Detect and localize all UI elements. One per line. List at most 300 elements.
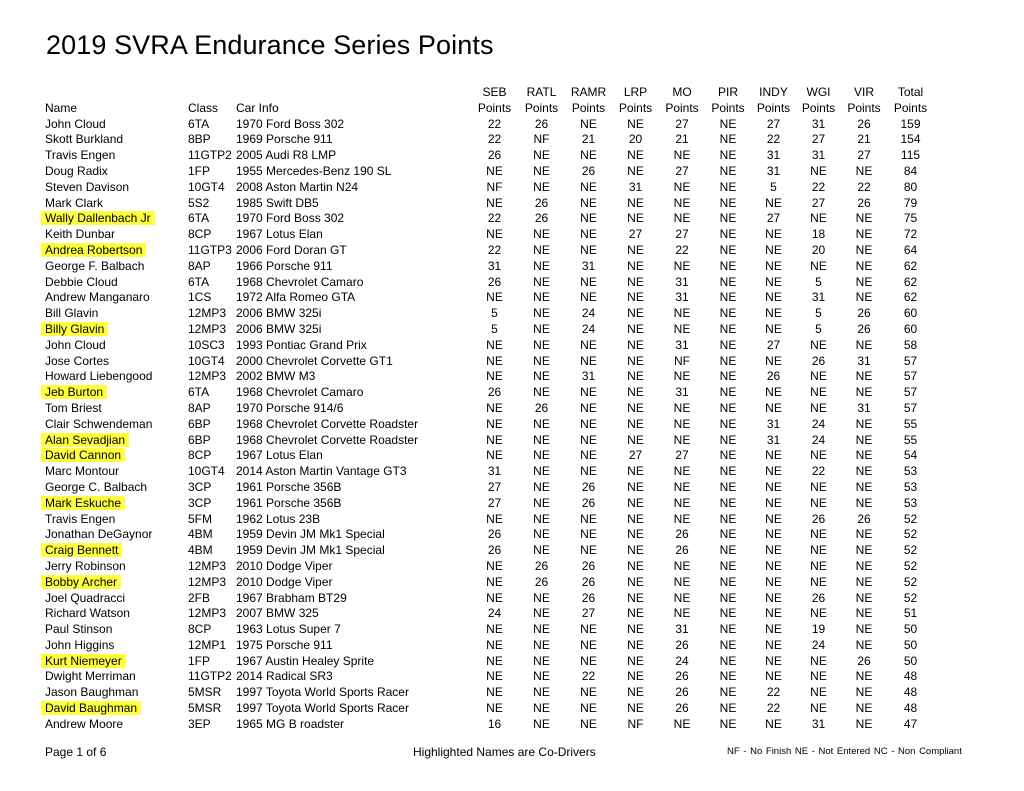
points-cell-ramr: NE: [580, 527, 597, 542]
points-cell-indy: NE: [765, 558, 782, 573]
class-cell: 8BP: [188, 132, 211, 147]
column-header-name: [40, 85, 188, 101]
column-header-ratl: Points: [524, 100, 559, 115]
points-cell-vir: NE: [855, 479, 873, 494]
points-cell-pir: NE: [719, 574, 737, 589]
car-info-cell: 2006 Ford Doran GT: [236, 242, 347, 257]
points-cell-seb: NE: [486, 195, 503, 210]
points-cell-vir: NE: [855, 637, 873, 652]
driver-name-cell: [40, 385, 188, 401]
class-cell: 8AP: [188, 258, 211, 273]
points-cell-ratl: 26: [534, 211, 549, 226]
points-cell-indy: NE: [765, 385, 782, 400]
car-info-cell: 1961 Porsche 356B: [236, 479, 342, 494]
points-cell-pir: NE: [719, 448, 737, 463]
points-cell-mo: 26: [675, 701, 689, 716]
points-cell-seb: NE: [486, 511, 503, 526]
total-points-cell: 53: [903, 495, 918, 510]
points-cell-lrp: NE: [627, 701, 644, 716]
points-cell-ratl: NE: [533, 416, 550, 431]
points-cell-seb: 26: [487, 543, 502, 558]
points-cell-mo: 26: [675, 527, 689, 542]
points-cell-lrp: NE: [627, 321, 644, 336]
driver-name: Richard Watson: [45, 606, 130, 621]
points-cell-seb: NE: [486, 685, 503, 700]
driver-name-cell: [40, 275, 188, 291]
points-cell-pir: NE: [719, 511, 737, 526]
class-cell: 10GT4: [188, 464, 225, 479]
points-table: [40, 85, 934, 733]
total-points-cell: 55: [903, 432, 918, 447]
points-cell-lrp: NE: [627, 306, 644, 321]
points-cell-indy: NE: [765, 622, 782, 637]
table-row: [40, 275, 934, 291]
class-cell: 6TA: [188, 274, 210, 289]
total-points-cell: 57: [903, 385, 918, 400]
points-cell-seb: NE: [486, 701, 503, 716]
total-points-cell: 52: [903, 590, 918, 605]
points-cell-vir: NE: [855, 369, 873, 384]
points-cell-wgi: NE: [810, 685, 827, 700]
driver-name: Jonathan DeGaynor: [45, 527, 153, 542]
points-cell-seb: NE: [486, 353, 503, 368]
points-cell-ratl: NE: [533, 527, 550, 542]
points-cell-ramr: NE: [580, 416, 597, 431]
column-header-car-info: Car Info: [236, 100, 279, 115]
points-cell-seb: NE: [486, 590, 503, 605]
co-driver-name: Kurt Niemeyer: [41, 654, 126, 668]
points-cell-ratl: NE: [533, 606, 550, 621]
points-cell-indy: NE: [765, 464, 782, 479]
car-info-cell: 1972 Alfa Romeo GTA: [236, 290, 356, 305]
driver-name-cell: [40, 654, 188, 670]
driver-name: Andrew Moore: [45, 716, 124, 731]
points-cell-ramr: NE: [580, 464, 597, 479]
points-cell-ratl: NE: [533, 385, 550, 400]
points-cell-wgi: NE: [810, 653, 827, 668]
points-cell-wgi: 20: [811, 242, 826, 257]
driver-name-cell: [40, 622, 188, 638]
page-number: Page 1 of 6: [45, 745, 107, 759]
points-cell-wgi: 31: [811, 116, 826, 131]
points-cell-vir: NE: [855, 590, 873, 605]
points-cell-vir: NE: [855, 685, 873, 700]
driver-name-cell: [40, 132, 188, 148]
points-cell-lrp: NE: [627, 290, 644, 305]
points-cell-ratl: NE: [533, 495, 550, 510]
points-cell-seb: 31: [487, 258, 502, 273]
points-cell-wgi: 31: [811, 148, 826, 163]
points-cell-indy: 22: [766, 685, 781, 700]
points-cell-vir: NE: [855, 432, 873, 447]
points-cell-indy: NE: [765, 590, 782, 605]
points-cell-lrp: NE: [627, 637, 644, 652]
points-cell-seb: NE: [486, 290, 503, 305]
points-cell-seb: NE: [486, 669, 503, 684]
driver-name-cell: [40, 433, 188, 449]
column-header-wgi: Points: [801, 100, 836, 115]
points-cell-mo: 27: [675, 227, 689, 242]
points-cell-seb: 27: [487, 495, 502, 510]
points-cell-seb: NE: [486, 416, 503, 431]
points-cell-ratl: NE: [533, 637, 550, 652]
page-title: 2019 SVRA Endurance Series Points: [46, 30, 494, 60]
points-cell-ratl: NE: [533, 148, 550, 163]
points-cell-ratl: NE: [533, 321, 550, 336]
points-cell-indy: NE: [765, 290, 782, 305]
points-cell-seb: 24: [487, 606, 502, 621]
table-row: [40, 148, 934, 164]
car-info-cell: 1967 Lotus Elan: [236, 448, 323, 463]
car-info-cell: 1970 Ford Boss 302: [236, 211, 345, 226]
driver-name-cell: [40, 606, 188, 622]
driver-name-cell: [40, 717, 188, 733]
points-cell-indy: NE: [765, 511, 782, 526]
points-cell-ratl: NE: [533, 369, 550, 384]
points-cell-lrp: NE: [627, 464, 644, 479]
class-cell: 11GTP2: [188, 669, 232, 684]
points-cell-wgi: 27: [811, 132, 826, 147]
co-driver-name: Craig Bennett: [41, 543, 122, 557]
points-cell-ratl: NE: [533, 274, 550, 289]
points-cell-ratl: NE: [533, 622, 550, 637]
co-driver-note: Highlighted Names are Co-Drivers: [413, 745, 596, 759]
points-cell-mo: 31: [675, 385, 689, 400]
points-cell-vir: NE: [855, 242, 873, 257]
points-cell-seb: NE: [486, 637, 503, 652]
points-cell-ramr: NE: [580, 337, 597, 352]
points-cell-wgi: NE: [810, 495, 827, 510]
table-row: [40, 227, 934, 243]
points-cell-ratl: NE: [533, 716, 550, 731]
table-row: [40, 401, 934, 417]
points-cell-ramr: 21: [581, 132, 596, 147]
points-cell-wgi: NE: [810, 574, 827, 589]
points-cell-ramr: 24: [581, 321, 596, 336]
class-cell: 2FB: [188, 590, 211, 605]
points-cell-seb: 27: [487, 479, 502, 494]
points-cell-ramr: NE: [580, 653, 597, 668]
points-cell-vir: NE: [855, 716, 873, 731]
points-cell-pir: NE: [719, 416, 737, 431]
class-cell: 5MSR: [188, 685, 222, 700]
points-cell-ratl: NE: [533, 464, 550, 479]
class-cell: 1FP: [188, 163, 211, 178]
driver-name-cell: [40, 117, 188, 133]
points-cell-pir: NE: [719, 669, 737, 684]
points-cell-ratl: NE: [533, 306, 550, 321]
points-cell-mo: NE: [673, 179, 691, 194]
car-info-cell: 1969 Porsche 911: [236, 132, 333, 147]
driver-name-cell: [40, 148, 188, 164]
table-row: [40, 433, 934, 449]
points-cell-pir: NE: [719, 606, 737, 621]
total-points-cell: 72: [903, 227, 918, 242]
table-row: [40, 290, 934, 306]
points-cell-ratl: NE: [533, 685, 550, 700]
table-row: [40, 354, 934, 370]
table-row: [40, 180, 934, 196]
points-cell-pir: NE: [719, 148, 737, 163]
points-cell-ratl: NE: [533, 511, 550, 526]
points-cell-indy: 22: [766, 701, 781, 716]
class-cell: 11GTP2: [188, 148, 232, 163]
driver-name-cell: [40, 464, 188, 480]
table-row: [40, 196, 934, 212]
car-info-cell: 1967 Brabham BT29: [236, 590, 347, 605]
table-row: [40, 606, 934, 622]
points-cell-vir: NE: [855, 258, 873, 273]
points-cell-seb: 26: [487, 385, 502, 400]
driver-name-cell: [40, 448, 188, 464]
co-driver-name: Billy Glavin: [41, 322, 108, 336]
column-header-total: Total: [897, 85, 924, 99]
car-info-cell: 2007 BMW 325: [236, 606, 319, 621]
points-cell-ratl: NE: [533, 701, 550, 716]
car-info-cell: 1968 Chevrolet Corvette Roadster: [236, 416, 419, 431]
class-cell: 12MP3: [188, 558, 227, 573]
co-driver-name: Andrea Robertson: [41, 243, 146, 257]
points-cell-indy: 31: [766, 432, 781, 447]
points-cell-pir: NE: [719, 179, 737, 194]
total-points-cell: 84: [903, 163, 918, 178]
points-cell-lrp: 27: [628, 227, 643, 242]
total-points-cell: 51: [903, 606, 918, 621]
points-cell-lrp: NE: [627, 543, 644, 558]
points-cell-ratl: NE: [533, 337, 550, 352]
column-header-ramr: Points: [571, 100, 606, 115]
car-info-cell: 1970 Ford Boss 302: [236, 116, 345, 131]
driver-name: George F. Balbach: [45, 258, 145, 273]
car-info-cell: 1961 Porsche 356B: [236, 495, 342, 510]
points-cell-vir: NE: [855, 574, 873, 589]
points-cell-lrp: NE: [627, 590, 644, 605]
points-cell-ratl: NE: [533, 653, 550, 668]
class-cell: 6TA: [188, 116, 210, 131]
points-cell-mo: NE: [673, 716, 691, 731]
total-points-cell: 48: [903, 685, 918, 700]
driver-name-cell: [40, 227, 188, 243]
driver-name: John Cloud: [45, 116, 106, 131]
points-cell-pir: NE: [719, 653, 737, 668]
column-header-pir: PIR: [717, 85, 738, 99]
points-cell-indy: NE: [765, 274, 782, 289]
points-cell-lrp: NE: [627, 258, 644, 273]
total-points-cell: 48: [903, 669, 918, 684]
points-cell-indy: NE: [765, 258, 782, 273]
car-info-cell: 1997 Toyota World Sports Racer: [236, 701, 409, 716]
total-points-cell: 50: [903, 637, 918, 652]
driver-name-cell: [40, 512, 188, 528]
driver-name-cell: [40, 164, 188, 180]
driver-name-cell: [40, 322, 188, 338]
points-cell-lrp: NE: [627, 653, 644, 668]
points-cell-wgi: 22: [811, 464, 826, 479]
car-info-cell: 2008 Aston Martin N24: [236, 179, 359, 194]
points-cell-ramr: 26: [581, 590, 596, 605]
driver-name: Clair Schwendeman: [45, 416, 153, 431]
points-cell-wgi: NE: [810, 527, 827, 542]
table-row: [40, 685, 934, 701]
points-cell-mo: 31: [675, 622, 689, 637]
car-info-cell: 2006 BMW 325i: [236, 321, 322, 336]
points-cell-seb: 26: [487, 148, 502, 163]
points-cell-vir: NE: [855, 701, 873, 716]
table-row: [40, 259, 934, 275]
header-row-top: [40, 85, 934, 101]
driver-name-cell: [40, 401, 188, 417]
total-points-cell: 53: [903, 479, 918, 494]
driver-name: Doug Radix: [45, 163, 108, 178]
car-info-cell: 1963 Lotus Super 7: [236, 622, 341, 637]
points-cell-vir: NE: [855, 227, 873, 242]
column-header-mo: Points: [665, 100, 699, 115]
points-cell-mo: 27: [675, 163, 689, 178]
points-cell-lrp: NE: [627, 416, 644, 431]
points-cell-indy: 27: [766, 116, 781, 131]
points-cell-ratl: 26: [534, 195, 549, 210]
points-cell-seb: NE: [486, 622, 503, 637]
points-cell-mo: NE: [673, 321, 691, 336]
points-cell-wgi: 31: [811, 716, 826, 731]
points-cell-wgi: NE: [810, 385, 827, 400]
points-cell-lrp: NE: [627, 116, 644, 131]
points-cell-seb: 22: [487, 211, 502, 226]
table-row: [40, 717, 934, 733]
points-cell-indy: 31: [766, 163, 781, 178]
points-cell-vir: NE: [855, 669, 873, 684]
driver-name-cell: [40, 306, 188, 322]
column-header-lrp: Points: [618, 100, 653, 115]
points-cell-ramr: NE: [580, 543, 597, 558]
status-legend: NF - No Finish NE - Not Entered NC - Non Compliant: [727, 746, 962, 757]
column-header-ratl: RATL: [526, 85, 557, 99]
column-header-indy: INDY: [759, 85, 788, 99]
car-info-cell: 1968 Chevrolet Camaro: [236, 385, 364, 400]
points-cell-vir: NE: [855, 163, 873, 178]
table-row: [40, 669, 934, 685]
co-driver-name: David Baughman: [41, 701, 141, 715]
points-cell-ratl: NE: [533, 543, 550, 558]
points-cell-seb: 5: [491, 306, 498, 321]
points-cell-ramr: NE: [580, 622, 597, 637]
driver-name-cell: [40, 354, 188, 370]
table-row: [40, 559, 934, 575]
points-cell-vir: 31: [857, 353, 871, 368]
points-cell-wgi: 26: [811, 353, 826, 368]
points-cell-lrp: NE: [627, 511, 644, 526]
total-points-cell: 80: [903, 179, 918, 194]
points-cell-pir: NE: [719, 290, 737, 305]
points-cell-pir: NE: [719, 211, 737, 226]
points-cell-mo: NE: [673, 369, 691, 384]
points-cell-ratl: NE: [533, 432, 550, 447]
points-cell-indy: NE: [765, 227, 782, 242]
driver-name-cell: [40, 559, 188, 575]
points-cell-ramr: NE: [580, 227, 597, 242]
points-cell-lrp: NE: [627, 669, 644, 684]
points-cell-mo: 31: [675, 337, 689, 352]
points-cell-indy: NE: [765, 400, 782, 415]
points-cell-mo: NE: [673, 306, 691, 321]
points-cell-mo: 31: [675, 290, 689, 305]
points-cell-wgi: NE: [810, 701, 827, 716]
table-row: [40, 575, 934, 591]
car-info-cell: 2014 Aston Martin Vantage GT3: [236, 464, 407, 479]
points-cell-vir: NE: [855, 543, 873, 558]
points-cell-ratl: NE: [533, 258, 550, 273]
points-cell-ramr: 24: [581, 306, 596, 321]
driver-name: Andrew Manganaro: [45, 290, 150, 305]
points-cell-ratl: 26: [534, 558, 549, 573]
points-cell-lrp: NE: [627, 148, 644, 163]
total-points-cell: 64: [903, 242, 918, 257]
points-cell-vir: 26: [857, 306, 871, 321]
class-cell: 1FP: [188, 653, 211, 668]
class-cell: 12MP3: [188, 306, 227, 321]
points-cell-pir: NE: [719, 479, 737, 494]
points-cell-seb: NE: [486, 574, 503, 589]
table-row: [40, 417, 934, 433]
class-cell: 10SC3: [188, 337, 225, 352]
points-cell-indy: 26: [766, 369, 781, 384]
driver-name-cell: [40, 180, 188, 196]
points-cell-vir: NE: [855, 558, 873, 573]
column-header-car-info: [236, 85, 471, 101]
table-row: [40, 338, 934, 354]
points-cell-indy: 31: [766, 148, 781, 163]
driver-name-cell: [40, 638, 188, 654]
points-cell-ramr: NE: [580, 637, 597, 652]
points-cell-seb: NE: [486, 653, 503, 668]
points-cell-wgi: 24: [811, 432, 826, 447]
points-cell-mo: 21: [675, 132, 689, 147]
car-info-cell: 1968 Chevrolet Corvette Roadster: [236, 432, 419, 447]
points-cell-vir: 26: [857, 116, 871, 131]
points-cell-pir: NE: [719, 163, 737, 178]
column-header-seb: SEB: [482, 85, 507, 99]
points-cell-ramr: 26: [581, 479, 596, 494]
points-cell-seb: 22: [487, 132, 502, 147]
points-cell-mo: NE: [673, 258, 691, 273]
points-cell-ramr: NE: [580, 400, 597, 415]
points-cell-mo: NE: [673, 511, 691, 526]
points-cell-pir: NE: [719, 258, 737, 273]
points-cell-vir: NE: [855, 606, 873, 621]
driver-name-cell: [40, 543, 188, 559]
points-cell-seb: NE: [486, 432, 503, 447]
column-header-wgi: WGI: [806, 85, 831, 99]
points-cell-mo: NE: [673, 400, 691, 415]
points-cell-wgi: NE: [810, 163, 827, 178]
points-cell-vir: NE: [855, 495, 873, 510]
co-driver-name: Jeb Burton: [41, 385, 107, 399]
points-cell-lrp: NE: [627, 211, 644, 226]
points-cell-ramr: NE: [580, 148, 597, 163]
points-table-body: [40, 117, 934, 733]
column-header-class: [188, 85, 236, 101]
points-cell-vir: NE: [855, 337, 873, 352]
points-cell-vir: 26: [857, 321, 871, 336]
driver-name-cell: [40, 338, 188, 354]
driver-name-cell: [40, 575, 188, 591]
points-cell-mo: 22: [675, 242, 689, 257]
points-cell-pir: NE: [719, 716, 737, 731]
total-points-cell: 75: [903, 211, 918, 226]
points-cell-pir: NE: [719, 369, 737, 384]
points-cell-wgi: 26: [811, 590, 826, 605]
driver-name-cell: [40, 480, 188, 496]
